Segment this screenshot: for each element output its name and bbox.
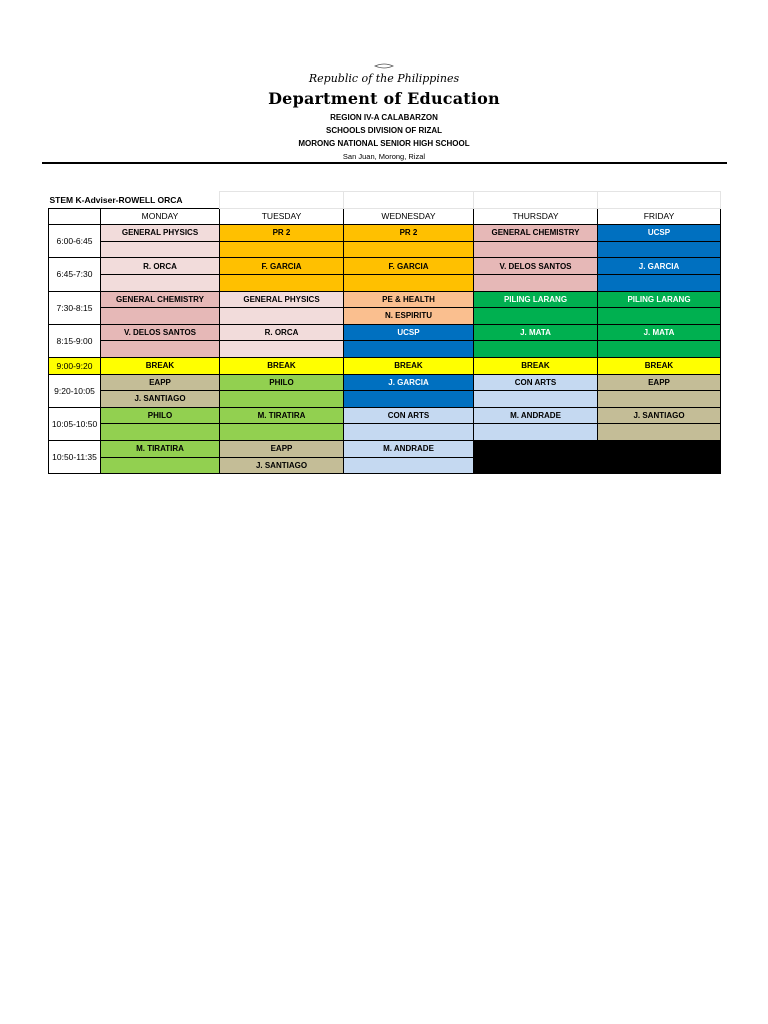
subject-cell: R. ORCA xyxy=(220,324,344,341)
subject-cell: M. TIRATIRA xyxy=(101,440,220,457)
teacher-cell xyxy=(344,274,474,291)
subject-cell: EAPP xyxy=(598,374,721,391)
address-line: San Juan, Morong, Rizal xyxy=(342,152,426,161)
subject-cell: F. GARCIA xyxy=(220,258,344,275)
subject-cell: EAPP xyxy=(101,374,220,391)
subject-cell: J. GARCIA xyxy=(598,258,721,275)
subject-cell: EAPP xyxy=(220,440,344,457)
day-header: TUESDAY xyxy=(220,208,344,225)
teacher-cell xyxy=(474,241,598,258)
time-cell: 9:00-9:20 xyxy=(49,357,101,374)
teacher-cell xyxy=(344,457,474,474)
time-cell: 10:50-11:35 xyxy=(49,440,101,473)
schedule-title: STEM K-Adviser-ROWELL ORCA xyxy=(49,194,183,205)
time-cell: 6:45-7:30 xyxy=(49,258,101,291)
subject-cell: V. DELOS SANTOS xyxy=(474,258,598,275)
break-cell: BREAK xyxy=(101,357,220,374)
teacher-cell xyxy=(220,308,344,325)
break-row xyxy=(49,357,721,374)
teacher-cell xyxy=(344,241,474,258)
teacher-cell xyxy=(344,341,474,358)
break-cell: BREAK xyxy=(220,357,344,374)
subject-cell: GENERAL CHEMISTRY xyxy=(474,225,598,242)
teacher-cell xyxy=(220,424,344,441)
table-row xyxy=(49,308,721,325)
subject-cell: M. ANDRADE xyxy=(474,407,598,424)
teacher-cell xyxy=(101,241,220,258)
teacher-cell xyxy=(598,391,721,408)
table-row xyxy=(49,424,721,441)
day-header: THURSDAY xyxy=(474,208,598,225)
teacher-cell xyxy=(220,274,344,291)
teacher-cell xyxy=(101,274,220,291)
subject-cell: GENERAL CHEMISTRY xyxy=(101,291,220,308)
table-row xyxy=(49,291,721,308)
subject-cell: CON ARTS xyxy=(474,374,598,391)
time-cell: 9:20-10:05 xyxy=(49,374,101,407)
teacher-cell xyxy=(598,308,721,325)
teacher-cell: J. SANTIAGO xyxy=(220,457,344,474)
subject-cell: GENERAL PHYSICS xyxy=(220,291,344,308)
teacher-cell xyxy=(220,341,344,358)
break-cell: BREAK xyxy=(344,357,474,374)
republic-line: Republic of the Philippines xyxy=(308,72,460,85)
header-divider xyxy=(42,162,727,164)
table-row xyxy=(49,391,721,408)
teacher-cell xyxy=(101,308,220,325)
corner-cell xyxy=(49,208,101,225)
division-line: SCHOOLS DIVISION OF RIZAL xyxy=(325,126,442,135)
time-cell: 7:30-8:15 xyxy=(49,291,101,324)
teacher-cell: N. ESPIRITU xyxy=(344,308,474,325)
break-cell: BREAK xyxy=(474,357,598,374)
class-schedule-table xyxy=(48,191,721,474)
subject-cell: PHILO xyxy=(101,407,220,424)
blocked-cell xyxy=(474,440,721,473)
teacher-cell xyxy=(101,424,220,441)
table-row xyxy=(49,225,721,242)
teacher-cell: J. SANTIAGO xyxy=(101,391,220,408)
table-row xyxy=(49,341,721,358)
subject-cell: J. MATA xyxy=(474,324,598,341)
subject-cell: R. ORCA xyxy=(101,258,220,275)
subject-cell: F. GARCIA xyxy=(344,258,474,275)
teacher-cell xyxy=(474,391,598,408)
table-row xyxy=(49,407,721,424)
subject-cell: PE & HEALTH xyxy=(344,291,474,308)
teacher-cell xyxy=(598,274,721,291)
subject-cell: PILING LARANG xyxy=(598,291,721,308)
break-cell: BREAK xyxy=(598,357,721,374)
subject-cell: J. GARCIA xyxy=(344,374,474,391)
teacher-cell xyxy=(474,424,598,441)
subject-cell: GENERAL PHYSICS xyxy=(101,225,220,242)
day-header-row xyxy=(49,208,721,225)
table-row xyxy=(49,440,721,457)
seal-icon xyxy=(374,62,394,70)
day-header: MONDAY xyxy=(101,208,220,225)
table-row xyxy=(49,258,721,275)
subject-cell: J. MATA xyxy=(598,324,721,341)
teacher-cell xyxy=(344,391,474,408)
subject-cell: M. TIRATIRA xyxy=(220,407,344,424)
teacher-cell xyxy=(101,457,220,474)
subject-cell: CON ARTS xyxy=(344,407,474,424)
region-line: REGION IV-A CALABARZON xyxy=(330,113,438,122)
subject-cell: PHILO xyxy=(220,374,344,391)
title-row xyxy=(49,192,721,209)
time-cell: 6:00-6:45 xyxy=(49,225,101,258)
table-row xyxy=(49,241,721,258)
teacher-cell xyxy=(344,424,474,441)
subject-cell: UCSP xyxy=(598,225,721,242)
subject-cell: PR 2 xyxy=(344,225,474,242)
subject-cell: UCSP xyxy=(344,324,474,341)
teacher-cell xyxy=(474,308,598,325)
teacher-cell xyxy=(598,424,721,441)
table-row xyxy=(49,374,721,391)
table-row xyxy=(49,274,721,291)
day-header: WEDNESDAY xyxy=(344,208,474,225)
teacher-cell xyxy=(220,391,344,408)
time-cell: 10:05-10:50 xyxy=(49,407,101,440)
teacher-cell xyxy=(220,241,344,258)
teacher-cell xyxy=(598,241,721,258)
subject-cell: V. DELOS SANTOS xyxy=(101,324,220,341)
school-line: MORONG NATIONAL SENIOR HIGH SCHOOL xyxy=(298,139,470,148)
teacher-cell xyxy=(598,341,721,358)
subject-cell: M. ANDRADE xyxy=(344,440,474,457)
time-cell: 8:15-9:00 xyxy=(49,324,101,357)
table-row xyxy=(49,324,721,341)
subject-cell: J. SANTIAGO xyxy=(598,407,721,424)
teacher-cell xyxy=(474,274,598,291)
teacher-cell xyxy=(474,341,598,358)
subject-cell: PILING LARANG xyxy=(474,291,598,308)
day-header: FRIDAY xyxy=(598,208,721,225)
subject-cell: PR 2 xyxy=(220,225,344,242)
department-title: Department of Education xyxy=(268,89,500,108)
teacher-cell xyxy=(101,341,220,358)
